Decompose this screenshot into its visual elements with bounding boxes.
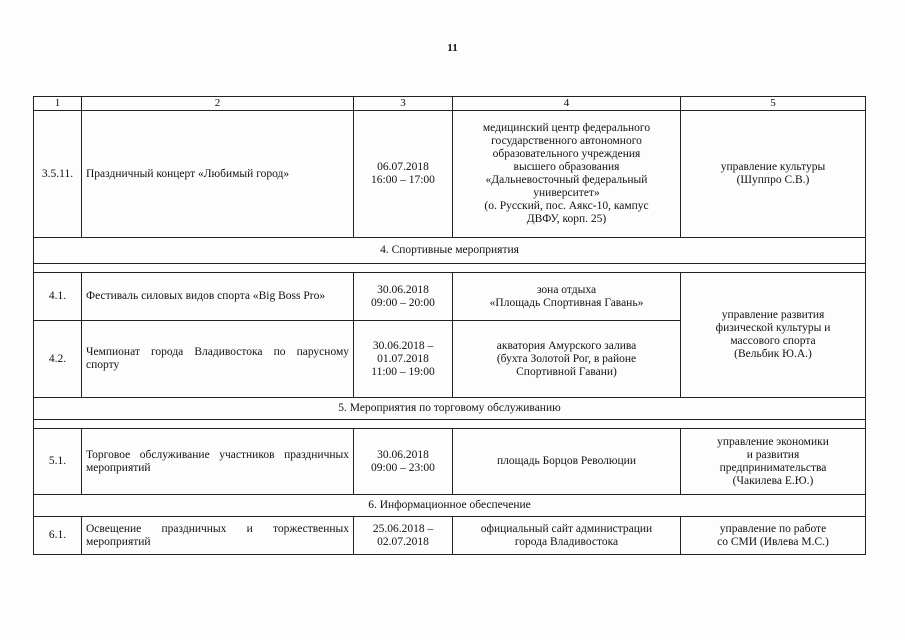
row-number: 6.1. — [34, 517, 82, 555]
page-number: 11 — [447, 42, 458, 54]
section-spacer — [34, 264, 866, 273]
event-name: Освещение праздничных и торжественных мероприятий — [82, 517, 354, 555]
event-date: 06.07.2018 16:00 – 17:00 — [354, 111, 453, 238]
event-name: Фестиваль силовых видов спорта «Big Boss Pro» — [82, 273, 354, 321]
section-title: 4. Спортивные мероприятия — [34, 238, 866, 264]
header-col-2: 2 — [82, 97, 354, 111]
event-date: 30.06.2018 09:00 – 20:00 — [354, 273, 453, 321]
event-date: 30.06.2018 09:00 – 23:00 — [354, 429, 453, 495]
event-responsible: управление экономики и развития предпринимательства (Чакилева Е.Ю.) — [681, 429, 866, 495]
event-place: медицинский центр федерального государственного автономного образовательного учреждения высшего образования «Дальневосточный федеральный университет» (о. Русский, пос. Аякс-10, кампус ДВФУ, корп. 25) — [453, 111, 681, 238]
header-col-3: 3 — [354, 97, 453, 111]
event-responsible: управление развития физической культуры и массового спорта (Вельбик Ю.А.) — [681, 273, 866, 398]
section-row — [34, 238, 866, 264]
table-row — [34, 429, 866, 495]
row-number: 4.2. — [34, 321, 82, 398]
header-col-4: 4 — [453, 97, 681, 111]
event-responsible: управление культуры (Шуппро С.В.) — [681, 111, 866, 238]
header-col-1: 1 — [34, 97, 82, 111]
table-row — [34, 111, 866, 238]
event-date: 25.06.2018 – 02.07.2018 — [354, 517, 453, 555]
row-number: 4.1. — [34, 273, 82, 321]
table-header-row — [34, 97, 866, 111]
section-row — [34, 398, 866, 420]
event-name: Чемпионат города Владивостока по парусному спорту — [82, 321, 354, 398]
events-table — [33, 96, 866, 555]
section-row — [34, 495, 866, 517]
event-name: Торговое обслуживание участников праздничных мероприятий — [82, 429, 354, 495]
section-spacer — [34, 420, 866, 429]
event-responsible: управление по работе со СМИ (Ивлева М.С.) — [681, 517, 866, 555]
row-number: 5.1. — [34, 429, 82, 495]
event-place: площадь Борцов Революции — [453, 429, 681, 495]
section-title: 6. Информационное обеспечение — [34, 495, 866, 517]
section-title: 5. Мероприятия по торговому обслуживанию — [34, 398, 866, 420]
table-row — [34, 273, 866, 321]
header-col-5: 5 — [681, 97, 866, 111]
event-place: зона отдыха «Площадь Спортивная Гавань» — [453, 273, 681, 321]
table-row — [34, 517, 866, 555]
event-place: акватория Амурского залива (бухта Золотой Рог, в районе Спортивной Гавани) — [453, 321, 681, 398]
event-place: официальный сайт администрации города Владивостока — [453, 517, 681, 555]
event-name: Праздничный концерт «Любимый город» — [82, 111, 354, 238]
row-number: 3.5.11. — [34, 111, 82, 238]
event-date: 30.06.2018 – 01.07.2018 11:00 – 19:00 — [354, 321, 453, 398]
